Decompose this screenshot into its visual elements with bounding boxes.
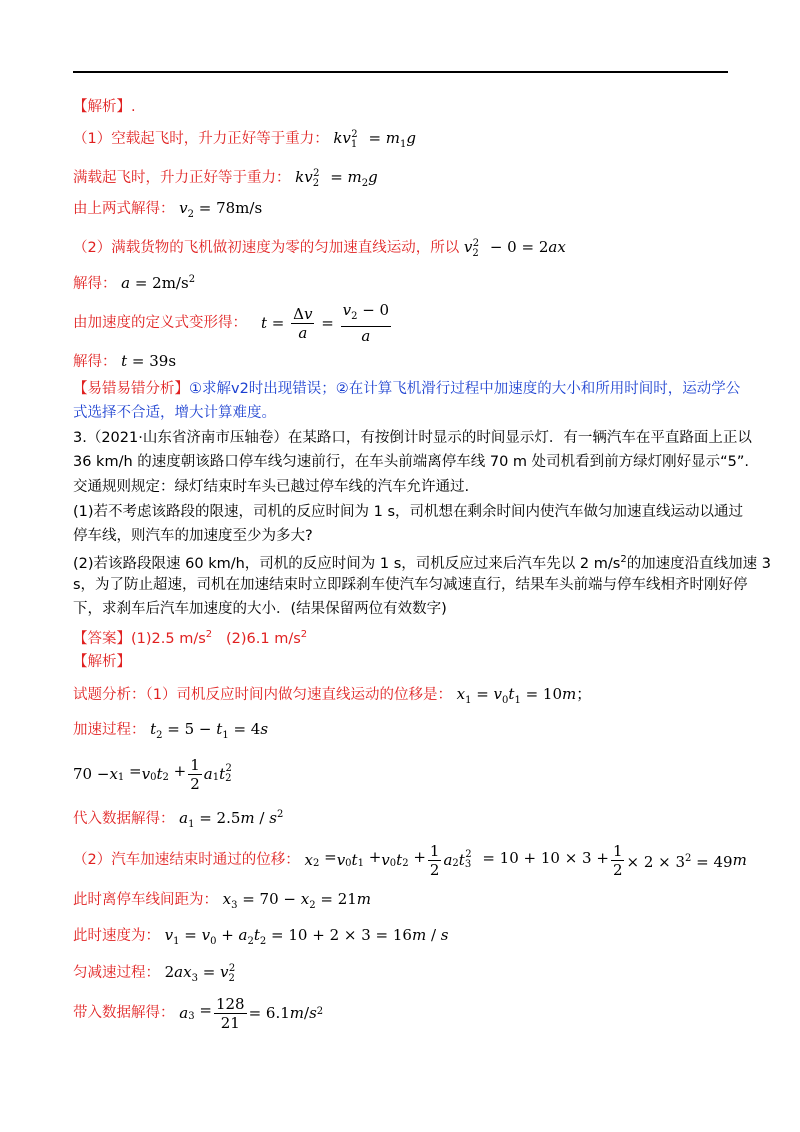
fraction-dv-a: $\frac{\Delta v}{a}$	[293, 304, 313, 342]
analysis-header: 【解析】.	[73, 99, 136, 115]
q3-line-7: s，为了防止超速，司机在加速结束时立即踩刹车使汽车匀减速直行，结果车头前端与停车线相齐时刚好停	[73, 577, 748, 593]
q3-step-1: 试题分析：（1）司机反应时间内做匀速直线运动的位移是： $x_1 = v_0t_1 = 10m$；	[73, 685, 592, 706]
answer-line: 【答案】(1)2.5 $m/s^2$ (2)6.1 $m/s^2$	[73, 629, 308, 647]
q3-step-2: 加速过程： $t_2 = 5 - t_1 = 4s$	[73, 720, 269, 741]
q3-step-5: （2）汽车加速结束时通过的位移： x $_2$ = v $_0$ t $_1$ + v $_0$ t $_2$ + $\frac{1}{2}$ a $_2$ t $_3^2$ = 10 + 10 × 3 + $\frac{1}{2}$ × $2 \times 3^2 = 49$ m	[73, 841, 747, 879]
step-7: 解得： t = 39s	[73, 352, 177, 370]
step-6: 由加速度的定义式变形得： t = $\frac{\Delta v}{a}$ = $\frac{v_2 - 0}{a}$	[73, 301, 390, 345]
q3-analysis-header: 【解析】	[73, 654, 131, 670]
q3-step-7: 此时速度为： $v_1 = v_0 + a_2t_2 = 10 + 2 \times 3 = 16m / s$	[73, 926, 449, 947]
q3-line-8: 下，求刹车后汽车加速度的大小．(结果保留两位有效数字)	[73, 601, 447, 617]
q3-step-9: 带入数据解得： a $_3$ = $\frac{128}{21}$ = 6.1 m / s $^2$	[73, 994, 324, 1032]
tip-line-1: 【易错易错分析】①求解v2时出现错误；②在计算飞机滑行过程中加速度的大小和所用时间时，运动学公	[73, 381, 741, 397]
step-1: （1）空载起飞时，升力正好等于重力： $kv_1^2 = m_1g$	[73, 129, 416, 150]
q3-step-6: 此时离停车线间距为： $x_3 = 70 - x_2 = 21m$	[73, 890, 372, 911]
fraction-v2-a: $\frac{v_2 - 0}{a}$	[342, 301, 390, 345]
step-4: （2）满载货物的飞机做初速度为零的匀加速直线运动，所以 $v_2^2 - 0 = 2ax$	[73, 238, 566, 259]
q3-line-3: 交通规则规定：绿灯结束时车头已越过停车线的汽车允许通过.	[73, 479, 470, 495]
q3-line-4: (1)若不考虑该路段的限速，司机的反应时间为 1 s，司机想在剩余时间内使汽车做匀加速直线运动以通过	[73, 504, 744, 520]
q3-step-3: 70 − x $_1$ = v $_0$ t $_2$ + $\frac{1}{2}$ a $_1$ t $_2^2$	[73, 755, 232, 793]
q3-line-2: 36 km/h 的速度朝该路口停车线匀速前行，在车头前端离停车线 70 m 处司机看到前方绿灯刚好显示“5”.	[73, 454, 750, 470]
step-3: 由上两式解得： $v_2 = 78m/s$	[73, 199, 263, 220]
step-2: 满载起飞时，升力正好等于重力： $kv_2^2 = m_2g$	[73, 168, 378, 189]
q3-line-6: (2)若该路段限速 60 km/h，司机的反应时间为 1 s，司机反应过来后汽车先以 2 $m/s^2$的加速度沿直线加速 3	[73, 554, 772, 572]
q3-step-4: 代入数据解得： $a_1 = 2.5m / s^2$	[73, 809, 284, 830]
header-rule	[73, 71, 728, 73]
q3-step-8: 匀减速过程： $2ax_3 = v_2^2$	[73, 963, 236, 984]
step-5: 解得： $a = 2m/s^2$	[73, 274, 196, 292]
q3-line-1: 3.（2021·山东省济南市压轴卷）在某路口，有按倒计时显示的时间显示灯．有一辆汽车在平直路面上正以	[73, 430, 752, 446]
q3-line-5: 停车线，则汽车的加速度至少为多大?	[73, 528, 313, 544]
tip-line-2: 式选择不合适，增大计算难度。	[73, 405, 276, 421]
